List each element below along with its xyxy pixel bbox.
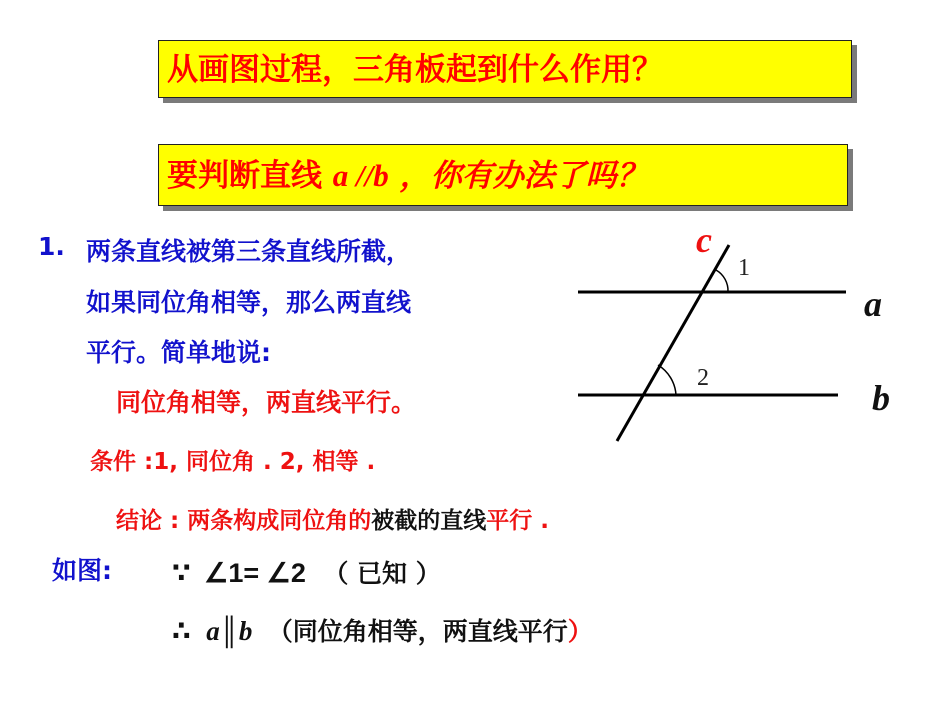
question-2-prefix: 要判断直线 (167, 158, 333, 194)
conclusion-label: 结论 : 两条构成同位角的 (116, 508, 372, 534)
because-reason: （ 已知 ） (323, 559, 441, 588)
theorem-number: 1. (38, 232, 65, 261)
proof-label: 如图: (52, 556, 112, 585)
angle-2-arc (658, 365, 676, 395)
conclusion-red-end: 平行 . (486, 508, 549, 534)
question-2-var-a: a (332, 158, 349, 193)
because-expression: ∠1= ∠2 (204, 558, 306, 588)
theorem-short: 同位角相等，两直线平行。 (116, 388, 417, 417)
transversal-c (617, 245, 729, 441)
therefore-var-b: b (238, 616, 253, 646)
therefore-reason-open: （ (267, 617, 293, 646)
question-1-text: 从画图过程，三角板起到什么作用？ (167, 52, 663, 88)
label-b: b (872, 378, 890, 418)
question-2-var-b: b (373, 158, 389, 193)
therefore-var-a: a (206, 616, 220, 646)
label-a: a (864, 284, 882, 324)
therefore-reason: 同位角相等，两直线平行 (292, 617, 568, 646)
theorem-line-1: 两条直线被第三条直线所截， (86, 237, 412, 266)
conclusion-black: 被截的直线 (371, 508, 487, 534)
question-2-suffix: ，你有办法了吗？ (388, 158, 648, 194)
because-symbol: ∵ (172, 558, 191, 589)
theorem-line-2: 如果同位角相等，那么两直线 (86, 288, 412, 317)
angle-2-label: 2 (697, 365, 709, 391)
therefore-parallel: ║ (219, 616, 239, 646)
theorem-line-3: 平行。简单地说: (86, 338, 271, 367)
therefore-reason-close: ） (567, 617, 593, 646)
therefore-symbol: ∴ (172, 616, 191, 647)
angle-1-arc (716, 270, 728, 292)
question-2-parallel: // (348, 158, 374, 193)
condition-text: 条件 :1, 同位角 . 2, 相等 . (90, 449, 376, 475)
angle-1-label: 1 (738, 255, 750, 281)
label-c: c (696, 220, 712, 260)
